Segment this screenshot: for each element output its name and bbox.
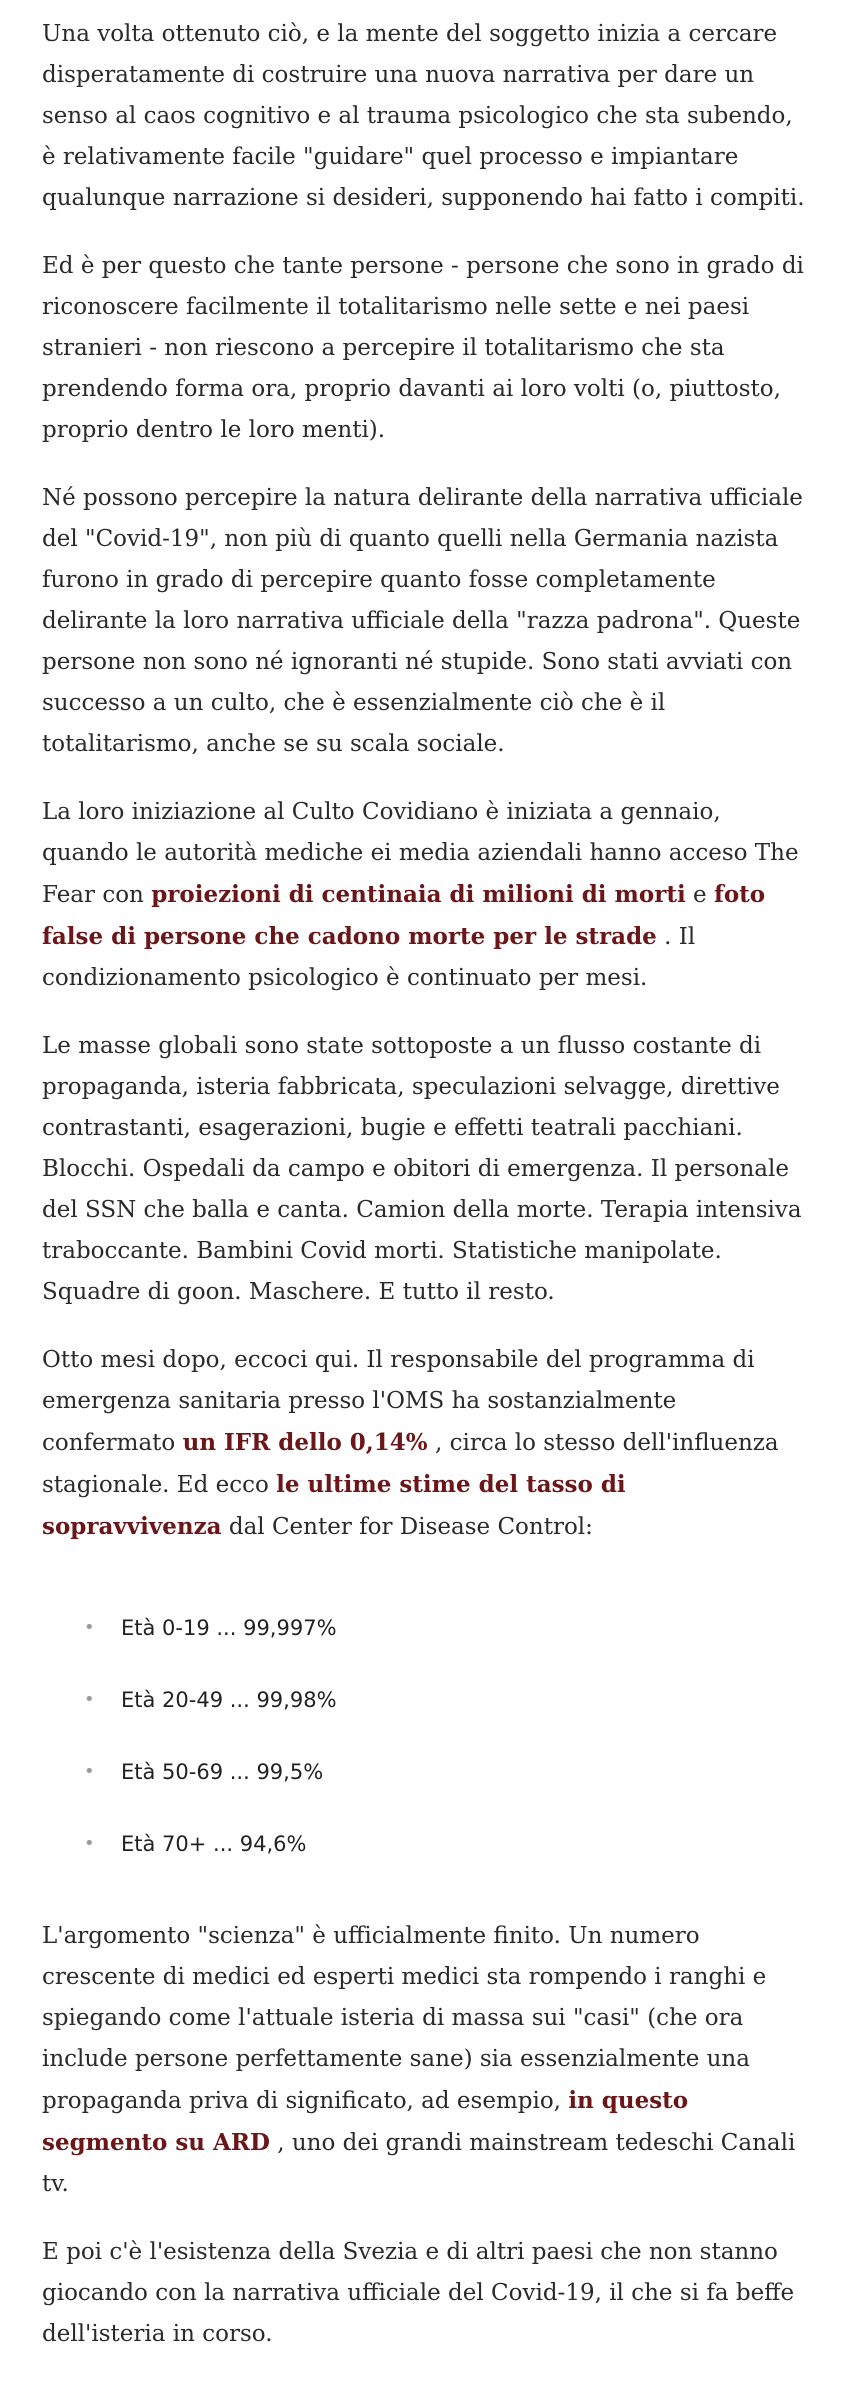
paragraph xyxy=(42,1340,812,1548)
bullet-icon: • xyxy=(84,1689,95,1710)
list-item xyxy=(84,1752,812,1792)
paragraph xyxy=(42,1916,812,2205)
bullet-icon: • xyxy=(84,1617,95,1638)
list-item xyxy=(84,1608,812,1648)
link-ard-segment[interactable]: in questo segmento su ARD xyxy=(42,2087,689,2156)
bullet-icon: • xyxy=(84,1761,95,1782)
paragraph-text: L'argomento "scienza" è ufficialmente finito. Un numero crescente di medici ed esperti medici sta rompendo i ranghi e spiegando come l'attuale isteria di massa sui "casi" (che ora include persone perfettamente sane) sia essenzialmente una propaganda priva di significato, ad esempio, xyxy=(42,1923,767,2114)
paragraph-text: e xyxy=(685,882,714,908)
list-item xyxy=(84,1680,812,1720)
paragraph-text: , circa lo stesso dell'influenza stagionale. Ed ecco xyxy=(42,1430,779,1498)
paragraph: Le masse globali sono state sottoposte a un flusso costante di propaganda, isteria fabbricata, speculazioni selvagge, direttive contrastanti, esagerazioni, bugie e effetti teatrali pacchiani. Blocchi. Ospedali da campo e obitori di emergenza. Il personale del SSN che balla e canta. Camion della morte. Terapia intensiva traboccante. Bambini Covid morti. Statistiche manipolate. Squadre di goon. Maschere. E tutto il resto. xyxy=(42,1033,802,1305)
list-item-text: Età 0-19 ... 99,997% xyxy=(121,1616,337,1640)
bullet-icon: • xyxy=(84,1833,95,1854)
list-item-text: Età 20-49 ... 99,98% xyxy=(121,1688,337,1712)
paragraph-text: . Il condizionamento psicologico è continuato per mesi. xyxy=(42,924,696,991)
paragraph xyxy=(42,792,812,999)
link-ifr[interactable]: un IFR dello 0,14% xyxy=(182,1429,428,1456)
article-body xyxy=(42,14,812,2382)
list-item-text: Età 70+ ... 94,6% xyxy=(121,1832,307,1856)
paragraph: Ed è per questo che tante persone - persone che sono in grado di riconoscere facilmente il totalitarismo nelle sette e nei paesi stranieri - non riescono a percepire il totalitarismo che sta prendendo forma ora, proprio davanti ai loro volti (o, piuttosto, proprio dentro le loro menti). xyxy=(42,253,804,443)
link-fake-photos[interactable]: foto false di persone che cadono morte per le strade xyxy=(42,881,766,950)
paragraph-text: Otto mesi dopo, eccoci qui. Il responsabile del programma di emergenza sanitaria presso l'OMS ha sostanzialmente confermato xyxy=(42,1347,755,1456)
paragraph-text: La loro iniziazione al Culto Covidiano è iniziata a gennaio, quando le autorità mediche ei media aziendali hanno acceso The Fear con xyxy=(42,799,799,908)
paragraph-text: dal Center for Disease Control: xyxy=(221,1514,593,1540)
survival-rate-list xyxy=(42,1608,812,1864)
paragraph-text: , uno dei grandi mainstream tedeschi Canali tv. xyxy=(42,2130,796,2197)
paragraph: Una volta ottenuto ciò, e la mente del soggetto inizia a cercare disperatamente di costruire una nuova narrativa per dare un senso al caos cognitivo e al trauma psicologico che sta subendo, è relativamente facile "guidare" quel processo e impiantare qualunque narrazione si desideri, supponendo hai fatto i compiti. xyxy=(42,21,805,211)
paragraph: Né possono percepire la natura delirante della narrativa ufficiale del "Covid-19", non più di quanto quelli nella Germania nazista furono in grado di percepire quanto fosse completamente delirante la loro narrativa ufficiale della "razza padrona". Queste persone non sono né ignoranti né stupide. Sono stati avviati con successo a un culto, che è essenzialmente ciò che è il totalitarismo, anche se su scala sociale. xyxy=(42,485,803,757)
link-survival-estimates[interactable]: le ultime stime del tasso di sopravvivenza xyxy=(42,1471,626,1540)
list-item-text: Età 50-69 ... 99,5% xyxy=(121,1760,324,1784)
link-death-projections[interactable]: proiezioni di centinaia di milioni di morti xyxy=(151,881,686,908)
paragraph: E poi c'è l'esistenza della Svezia e di altri paesi che non stanno giocando con la narrativa ufficiale del Covid-19, il che si fa beffe dell'isteria in corso. xyxy=(42,2239,795,2347)
list-item xyxy=(84,1824,812,1864)
